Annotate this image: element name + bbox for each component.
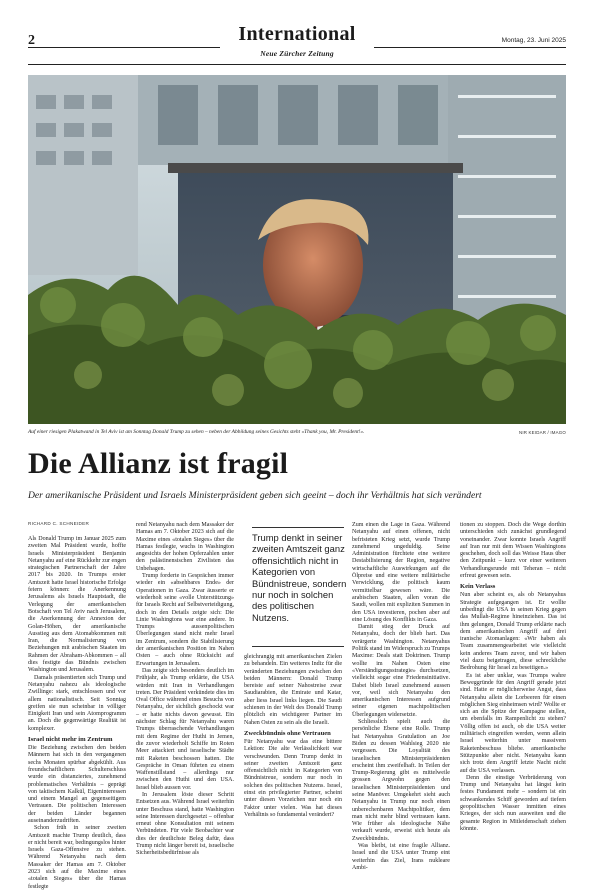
page-number: 2 [28, 33, 35, 48]
paragraph: Damals präsentierten sich Trump und Netanyahu nahezu als ideologische Zwillinge: stark, entschlossen und vor allem nationalistisch. Seit Sonntag greifen sie nun scheinbar in völliger Einigkeit Iran und sein Atomprogramm an. Doch die gegenwärtige Realität ist komplexer. [28, 674, 126, 732]
issue-date: Montag, 23. Juni 2025 [501, 37, 566, 44]
article-column-5 [460, 522, 566, 833]
paragraph: gleichrangig mit amerikanischen Zielen zu behandeln. Ein weiteres Indiz für die veränderten Beziehungen zwischen den beiden Männern: Donald Trump bereiste auf seiner Nahostreise zwar Saudiarabien, die Emirate und Katar, aber liess Israel links liegen. Die Saudi schienen in der Welt des Donald Trump plötzlich ein wichtigerer Partner im Nahen Osten zu sein als die Israeli. [244, 654, 342, 726]
paragraph: tionen zu stoppen. Doch die Wege dorthin unterschieden sich zunächst grundlegend voneinander. Zwar konnte Israels Angriff auf Iran nur mit dem Wissen Washingtons geschehen, doch soll das Weisse Haus über den Zeitpunkt – kurz vor einer weiteren Verhandlungsrunde mit Teheran – nicht erfreut gewesen sein. [460, 522, 566, 580]
pullquote-rule-top [252, 527, 344, 528]
photo-credit: NIR KEIDAR / IMAGO [518, 430, 566, 435]
author-byline: RICHARD C. SCHNEIDER [28, 521, 90, 526]
paragraph: Damit stieg der Druck auf Netanyahu, doch der blieb hart. Das verärgerte Washington. Netanyahus Politik stand im Widerspruch zu Trumps Maxime: Deals statt Doktrinen. Trump wollte im Nahen Osten eine «Verständigungsstrategie» durchsetzen, vielleicht sogar eine Friedensinitiative. Dabei blieb Israel zunehmend aussen vor, weil sich Netanyahu den amerikanischen Interessen aufgrund seiner eigenen machtpolitischen Überlegungen widersetzte. [352, 624, 450, 718]
paragraph: Schon früh in seiner zweiten Amtszeit machte Trump deutlich, dass er nicht bereit war, bedingungslos hinter Israels Gaza-Offensive zu stehen. Während Netanyahu nach dem Massaker der Hamas am 7. Oktober 2023 sich auf die Maxime eines «totalen Sieges» über die Hamas festlegte [28, 825, 126, 890]
subheading: Israel nicht mehr im Zentrum [28, 736, 113, 744]
paragraph: Nun aber scheint es, als ob Netanyahus Strategie aufgegangen ist. Er wollte unbedingt die USA in seinen Krieg gegen das Mullah-Regime hineinziehen. Das ist ihm gelungen, Donald Trump erklärte nach dem amerikanischen Angriff auf drei iranische Atomanlagen: «Wir haben als Team zusammengearbeitet wie vielleicht kein anderes Team zuvor, und wir haben viel dazu beigetragen, diese schreckliche Bedrohung für Israel zu beseitigen.» [460, 592, 566, 672]
header-rule-right [374, 47, 566, 48]
article-column-2 [136, 522, 234, 858]
paragraph: Für Netanyahu war das eine bittere Lektion: Die alte Verlässlichkeit war verschwunden. Denn Trump denkt in seiner zweiten Amtszeit ganz offensichtlich nicht in Kategorien von Bündnistreue, sondern nur noch in solchen des politischen Nutzens. Israel, einst ein privilegierter Partner, scheint unter diesen Vorzeichen nur noch ein Faktor unter vielen. Was hat dieses Verhältnis so fundamental verändert? [244, 738, 342, 818]
article-column-1 [28, 536, 126, 891]
section-title: International [238, 23, 356, 45]
subheadline: Der amerikanische Präsident und Israels Ministerpräsident geben sich geeint – doch ihr Verhältnis hat sich verändert [28, 490, 482, 501]
paragraph: Das zeigte sich besonders deutlich im Frühjahr, als Trump erklärte, die USA würden mit Iran in Verhandlungen treten. Der Präsident verkündete dies im Oval Office während eines Besuchs von Netanyahu, der sichtlich geschockt war – er hatte nichts davon gewusst. Ein nächster Schlag für Netanyahu waren Trumps überraschende Verhandlungen mit dem Regime der Huthi in Jemen, die zuvor wiederholt Schiffe im Roten Meer attackiert und israelische Städte mit Raketen beschossen hatten. Die Gespräche in Oman führten zu einem Waffenstillstand – allerdings nur zwischen den Huthi und den USA. Israel blieb aussen vor. [136, 667, 234, 791]
photo-caption: Auf einer riesigen Plakatwand in Tel Aviv ist am Sonntag Donald Trump zu sehen – neben der Abbildung seines Gesichts steht «Thank you, Mr. President!». [28, 429, 365, 435]
paragraph: Trump forderte in Gesprächen immer wieder ein «absehbares Ende» der Operationen in Gaza. Zwar äusserte er wiederholt seine «volle Unterstützung» für Israels Recht auf Selbstverteidigung, doch in den Details zeigte sich: Die Linie Washingtons war eine andere. In Trumps aussenpolitischen Überlegungen stand nicht mehr Israel im Zentrum, sondern die Stabilisierung der amerikanischen Position im Nahen Osten – auch ohne Rücksicht auf Erwartungen in Jerusalem. [136, 573, 234, 667]
paragraph: Schliesslich spielt auch die persönliche Ebene eine Rolle. Trump hat Netanyahus Gratulation an Joe Biden zu dessen Wahlsieg 2020 nie vergessen. Die Loyalität des israelischen Ministerpräsidenten erscheint ihm zweifelhaft. In Teilen der Trump-Regierung gibt es mittelweile grossen Argwohn gegen den israelischen Ministerpräsidenten und seine Manöver. Umgekehrt sieht auch Netanyahu in Trump nur noch einen unberechenbaren Machtpolitiker, dem man nicht mehr blind vertrauen kann. Wie früher als ideologische Nähe verkauft wurde, erweist sich heute als Zweckbündnis. [352, 719, 450, 842]
article-column-3 [244, 654, 342, 819]
paragraph: Als Donald Trump im Januar 2025 zum zweiten Mal Präsident wurde, hoffte Israels Ministerpräsident Benjamin Netanyahu auf eine Rückkehr zur engen strategischen Partnerschaft der Jahre 2017 bis 2020. In Trumps erster Amtszeit hatte Israel historische Erfolge feiern können: die Anerkennung Jerusalems als Israels Hauptstadt, die Verlegung der amerikanischen Botschaft von Tel Aviv nach Jerusalem, die Anerkennung der Annexion der Golan-Höhen, der amerikanische Ausstieg aus dem Atomabkommen mit Iran, die Normalisierung von Beziehungen mit arabischen Staaten im Rahmen der Abraham-Abkommen – all dies festigte das Bündnis zwischen Washington und Jerusalem. [28, 536, 126, 674]
pullquote: Trump denkt in seiner zweiten Amtszeit ganz offensichtlich nicht in Kategorien von Bündnistreue, sondern nur noch in solchen des politischen Nutzens. [252, 532, 347, 623]
paragraph: In Jerusalem löste dieser Schritt Entsetzen aus. Während Israel weiterhin unter Beschuss stand, hatte Washington seine Interessen durchgesetzt – offenbar erneut ohne Konsultation mit seinem Verbündeten. Für viele Beobachter war dies der deutlichste Beleg dafür, dass Trump nicht länger bereit ist, israelische Sicherheitsbedürfnisse als [136, 791, 234, 857]
lead-photo [28, 75, 566, 424]
article-column-4 [352, 522, 450, 872]
header-rule-left [28, 47, 220, 48]
pullquote-rule-bottom [252, 646, 344, 647]
billboard-photo-illustration [28, 75, 566, 424]
subheading: Kein Verlass [460, 583, 496, 591]
paragraph: Es ist aber unklar, was Trumps wahre Beweggründe für den Angriff gerade jetzt sind. Hatte er möglicherweise Angst, dass Netanyahu allein die Lorbeeren für einen möglichen Sieg einheimsen wird? Wollte er sich an die Spitze der Kampagne stellen, um ebenfalls im Rampenlicht zu stehen? Völlig offen ist auch, ob die USA weiter militärisch eingreifen werden, wenn allein Israel weiterhin unter massivem Raketenbeschuss bliebe. amerikanische Stützpunkte aber nicht. Netanyahu kann sich trotz dem Angriff letzte Nacht nicht auf die USA verlassen. [460, 672, 566, 774]
paragraph: Zum einen die Lage in Gaza. Während Netanyahu auf einen offenen, nicht befristeten Krieg setzt, wurde Trump zunehmend ungeduldig. Seine Administration fürchtete eine weitere Destabilisierung der Region, negative wirtschaftliche Auswirkungen auf die Ölpreise und eine weitere militärische Verwicklung, die politisch kaum vermittelbar gewesen wäre. Die arabischen Staaten, allen voran die Saudi, wollen mit expliziten Summen in den USA investieren, pochen aber auf eine Lösung des Konflikts in Gaza. [352, 522, 450, 623]
paragraph: Denn die einstige Verbrüderung von Trump und Netanyahu hat längst kein festes Fundament mehr – sondern ist ein schwankendes Schiff geworden auf tiefem geopolitischen Wasser inmitten eines Krieges, der sich nun ausweiten und die gesamte Region in Mitleidenschaft ziehen könnte. [460, 774, 566, 832]
paragraph: rend Netanyahu nach dem Massaker der Hamas am 7. Oktober 2023 sich auf die Maxime eines «totalen Sieges» über die Hamas festlegte, wuchs in Washington angesichts der hohen Opferzahlen unter den palästinensischen Zivilisten das Unbehagen. [136, 522, 234, 572]
publication-name: Neue Zürcher Zeitung [260, 49, 334, 58]
header-rule [28, 64, 566, 65]
subheading: Zweckbündnis ohne Vertrauen [244, 729, 331, 737]
paragraph: Die Beziehung zwischen den beiden Männern hat sich in den vergangenen sechs Monaten spürbar abgekühlt. Aus freundschaftlichem Schulterschluss wurde ein distanziertes, zunehmend problematisches Verhältnis – geprägt von taktischem Kalkül, Eigeninteressen und einem Mangel an gegenseitigem Vertrauen. Die politischen Interessen der beiden Länder begannen auseinanderzudriften. [28, 745, 126, 824]
paragraph: Was bleibt, ist eine fragile Allianz. Israel und die USA unter Trump eint weiterhin das Ziel, Irans nukleare Ambi- [352, 843, 450, 871]
headline: Die Allianz ist fragil [28, 447, 289, 480]
